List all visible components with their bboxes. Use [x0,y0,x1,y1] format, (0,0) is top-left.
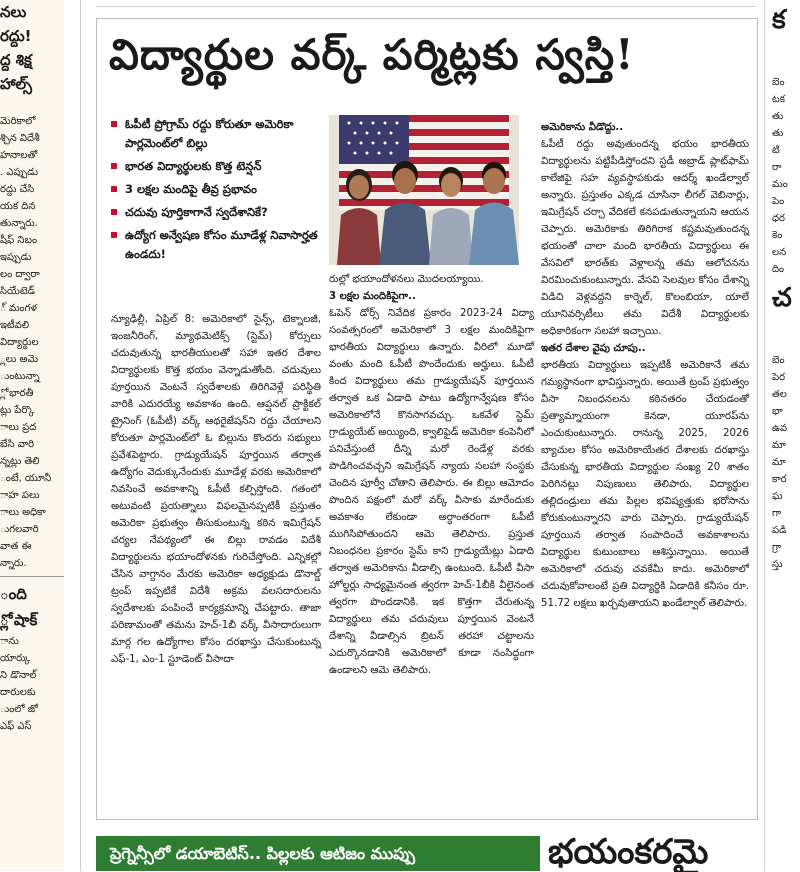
rs-lines-line: రా [772,162,782,173]
bullet-square-icon [111,209,117,215]
column-3-text-a: ఓపీటీ రద్దు అవుతుందన్న భయం భారతీయ విద్యార్థులను పట్టిపీడిస్తోందని స్టడీ అబ్రాడ్ ప్లాట్‌ఫామ్ కాలేజిఫై సహ వ్యవస్థాపకుడు ఆదర్శ్ ఖండేల్వాల్ అన్నారు. ప్రస్తుతం ఎక్కడ చూసినా లీగల్ వెబినార్లు, ఇమిగ్రేషన్ చర్చా వేదికలే కనపడుతున్నాయని ఆయన చెప్పారు. అమెరికాకు తిరిగిరాక కష్టమవుతుందన్న భయంతో చాలా మంది భారతీయ విద్యార్థులు ఈ వేసవిలో భారత్‌కు వెళ్లాలన్న తమ ఆలోచనను విరమించుకుంటున్నారు. వేసవి సెలవుల కోసం దేశాన్ని విడిచి వెళ్లవద్దని కార్నెల్, కొలంబియా, యాలే యూనివర్సిటీలు తమ విదేశీ విద్యార్థులకు అధికారికంగా సలహా ఇచ్చాయి. [541,139,749,337]
ls-lines-line: తున్నారు. [0,218,38,229]
rs-lines2-line: పడి [772,525,787,536]
right-neighbor-headline: క [772,5,786,35]
ls-lines-line: . ఎప్పుడు [0,167,39,178]
rs-lines-line: టి [772,145,780,156]
ls-lines-line: హాల్స్ [0,75,32,93]
ls-lines-line: ట్లు పేర్కొ [0,405,35,416]
ls-lines2-line: యార్కు [0,653,31,664]
bullet-square-icon [111,163,117,169]
bullet-text: 3 లక్షల మందిపై తీవ్ర ప్రభావం [125,182,257,196]
ls-lines2-line: ుంలో జో [0,704,38,715]
column-divider-right [764,0,765,871]
rs-lines-line: పెం [772,196,785,207]
bullet-text: ఉద్యోగ అన్వేషణ కోసం మూడేళ్ల నివాసార్హత ఉండదు! [125,228,318,261]
rs-lines-line: టక [772,94,785,105]
ls-lines-line: సియేటెడ్ [0,286,35,297]
right-neighbor-text [772,40,800,278]
rs-lines2-line: ఉవ [772,423,788,434]
bullet-item [111,180,321,199]
rs-lines2-line: కార [772,474,787,485]
bullet-item [111,115,321,153]
bullet-text: చదువు పూర్తికాగానే స్వదేశానికే? [125,205,268,219]
rs-lines2-line: పెర [772,372,786,383]
rs-lines2-line: తల [772,389,787,400]
column-divider-left [80,0,81,871]
bullet-item [111,157,321,176]
ls-lines-line: ాహ పలు [0,490,40,501]
main-article [96,18,758,820]
rs-lines-line: తు [772,111,784,122]
rs-lines-line: కెం [772,230,783,241]
left-divider [0,576,64,577]
subheading-other-countries: ఇతర దేశాల వైపు చూపు.. [541,343,646,354]
column-1-text: న్యూఢిల్లీ, ఏప్రిల్ 8: అమెరికాలో సైన్స్, టెక్నాలజీ, ఇంజనీరింగ్, మ్యాథమెటిక్స్ (స్టెమ్) కోర్సులు చదువుతున్న భారతీయులతో సహా ఇతర దేశాల విద్యార్థులకు కొత్త భయం వెన్నాడుతోంది. చదువులు పూర్తయిన వెంటనే స్వదేశాలకు తిరిగివెళ్లే పరిస్థితి వారికి ఎదురయ్యే అవకాశం ఉంది. ఆప్షనల్ ప్రాక్టికల్ ట్రైనింగ్ (ఓపీటీ) వర్క్ ఆథరైజేషన్‌ని రద్దు చేయాలని కోరుతూ పార్లమెంట్‌లో ఓ బిల్లును కొందరు సభ్యులు ప్రవేశపెట్టారు. గ్రాడ్యుయేషన్ పూర్తయిన తర్వాత ఉద్యోగం వెదుక్కునేందుకు మూడేళ్ల వరకు అమెరికాలో నివసించే అవకాశాన్ని ఓపీటీ కల్పిస్తోంది. గతంలో అటువంటి ప్రయత్నాలు విఫలమైనప్పటికీ ప్రస్తుతం అమెరికా ప్రభుత్వం తీసుకుంటున్న కఠిన ఇమిగ్రేషన్ చర్యల నేపథ్యంలో ఈ బిల్లు రావడం విదేశీ విద్యార్థులను భయాందోళనకు గురిచేస్తోంది. ఎన్నికల్లో చేసిన వాగ్దానం మేరకు అమెరికా అధ్యక్షుడు డొనాల్డ్ ట్రంప్ ఇప్పటికే విదేశీ అక్రమ వలసదారులను స్వదేశాలకు పంపించే కార్యక్రమాన్ని చేపట్టారు. తాజా పరిణామంతో తమను హెచ్-1బీ వర్క్ వీసాదారులుగా మార్గ గల ఉద్యోగాల కోసం దరఖాస్తు చేసుకుంటున్న ఎఫ్-1, ఎం-1 స్టూడెంట్ వీసాదా [111,314,321,665]
rs-lines2-line: గ్రా [772,542,782,553]
ls-lines-line: ఇప్పుడు [0,252,32,263]
rs-lines-line: దిం [772,264,785,275]
ls-lines-line: యక దిన [0,201,36,212]
bullet-item [111,226,321,264]
bullet-item [111,203,321,222]
rs-lines-line: ధర [772,213,785,224]
ls-lines-line: హనాలతో [0,150,38,161]
ls-lines2-line: ఎఫ్ ఎస్ [0,721,32,732]
rs-lines-line: బెం [772,77,785,88]
ls-lines-line: నలు [0,3,27,21]
column-2-text: ఓపెన్ డోర్స్ నివేదిక ప్రకారం 2023-24 విద్యా సంవత్సరంలో అమెరికాలో 3 లక్షల మందికిపైగా భారతీయ విద్యార్థులు ఉన్నారు. వీరిలో మూడో వంతు మంది ఓపీటీ పొందేందుకు అర్హులు. ఓపీటీ కింద విద్యార్థులు తమ గ్రాడ్యుయేషన్ పూర్తయిన తర్వాత ఒక ఏడాది పాటు ఉద్యోగాన్వేషణ కోసం అమెరికాలోనే కొనసాగవచ్చు. ఒకవేళ స్టెమ్ గ్రాడ్యుయేట్ అయ్యింది, క్వాలిఫైడ్ అమెరికా కంపెనీలో పనిచేస్తుంటే దీన్ని మరో రెండేళ్ల వరకు పొడిగించవచ్చని ఇమిగ్రేషన్ న్యాయ సలహా సంస్థకు చెందిన పూర్వీ చోతాని తెలిపారు. ఈ బిల్లు ఆమోదం పొందిన పక్షంలో మరో వర్క్ వీసాకు మారేందుకు అవకాశం లేకుండా అర్ధాంతరంగా ఓపీటీ ముగిసిపోతుందని ఆమె తెలిపారు. ప్రస్తుత నిబంధనల ప్రకారం స్టెమ్ కాని గ్రాడ్యుయేట్లు ఏడాది తర్వాత అమెరికాను వీడాల్సి ఉంటుంది. ఓపీటీ వీసా హోల్డర్లు సాధ్యమైనంత త్వరగా హెచ్-1బీకి వీలైనంత త్వరగా పొందడానికి. ఇక కొత్తగా చేరుతున్న విద్యార్థులు తమ చదువులు పూర్తయిన వెంటనే దేశాన్ని వీడాల్సిన బ్రిటన్ తరహా చట్టాలను ఎదుర్కొనడానికి అమెరికాలో కూడా నంసిద్ధంగా ఉండాలని ఆమె తెలిపారు. [329,308,535,676]
column-2-intro: రుల్లో భయాందోళనలు మొదలయ్యాయి. [329,274,484,285]
ls-lines-line: రద్దు చేసి [0,184,35,195]
ls-lines-line: ఇటీవలి [0,320,30,331]
ls-lines-line: లం ద్వారా [0,269,40,280]
rs-lines2-line: ఘ [772,491,783,502]
right-neighbor-text-2 [772,318,800,573]
ls-lines-line: ్లో భారతీ [0,388,34,399]
ls-lines-line [0,96,64,113]
bullet-text: ఓపీటీ ప్రోగ్రామ్ రద్దు కోరుతూ అమెరికా పార్లమెంట్‌లో బిల్లు [125,117,294,150]
left-neighbor-text [0,0,64,572]
bottom-banner-headline: ప్రెగ్నెన్సీలో డయాబెటిస్.. పిల్లలకు ఆటిజం ముప్పు [96,836,540,871]
ls-lines-line: మెరికాలో [0,116,36,127]
ls-lines-line: రద్దు! [0,27,32,45]
rs-lines2-line: బెం [772,355,785,366]
bullet-text: భారత విద్యార్థులకు కొత్త టెన్షన్ [125,159,262,173]
highlight-bullets [111,115,321,268]
article-headline: విద్యార్థుల వర్క్ పర్మిట్లకు స్వస్తి! [109,30,635,79]
students-photo [329,115,519,265]
rs-lines-line [772,57,800,74]
rs-lines-line: మం [772,179,788,190]
left-neighbor-column [0,0,64,871]
ls-lines-line: ుగలవారి [0,524,39,535]
column-3-text-b: భారతీయ విద్యార్థులు ఇప్పటికీ అమెరికానే తమ గమ్యస్థానంగా భావిస్తున్నారు. అయితే ట్రంప్ ప్రభుత్వం వీసా నిబంధనలను కఠినతరం చేయడంతో ప్రత్యామ్నాయంగా కెనడా, యూరప్‌ను ఎంచుకుంటున్నారు. రానున్న 2025, 2026 బ్యాచుల కోసం అమెరికాయేతర దేశాలకు దరఖాస్తు చేసుకున్న భారతీయ విద్యార్థుల సంఖ్య 20 శాతం పెరిగినట్లు నిపుణులు తెలిపారు. విద్యార్థుల తల్లిదండ్రులు తమ పిల్లల భవిష్యత్తుకు భరోసాను కోరుకుంటున్నారని వారు చెప్పారు. గ్రాడ్యుయేషన్ పూర్తయిన తర్వాత సంపాదించే అవకాశాలను విద్యార్థుల కుటుంబాలు ఆశిస్తున్నాయి. అయితే అమెరికాలో చదువు చవకేమీ కాదు. అమెరికాలో చదువుకోవాలంటే ప్రతి విద్యార్థికి ఏడాదికి కనీసం రూ. 51.72 లక్షలు ఖర్చవుతాయని ఖండేల్వాల్ తెలిపారు. [541,360,749,609]
ls-lines-line: ద్ద శిక్ష [0,51,32,69]
top-rule [96,6,756,7]
ls-lines-line: న్నట్లు తెలి [0,456,40,467]
students-flag-illustration [329,115,519,265]
rs-lines2-line: భా [772,406,783,417]
ls-lines-line: షీఫ్ నిబం [0,235,38,246]
ls-head2-line: ్లో షాక్ [0,611,38,629]
ls-lines2-line: ాను [0,636,19,647]
ls-lines-line: శ్చిన విదేశీ [0,133,40,144]
rs-lines-line: లన [772,247,787,258]
ls-lines2-line: దారులకు [0,687,36,698]
ls-lines-line: విద్యార్థుల [0,337,39,348]
bullet-square-icon [111,232,117,238]
ls-head2-line: ంది [0,585,27,603]
subheading-3-lakh: 3 లక్షల మందికిపైగా.. [329,291,416,302]
ls-lines-line: ంటే, యూనీ [0,473,52,484]
ls-lines-line: ాలు ప్రద [0,422,37,433]
ls-lines-line: ాలు అధికా [0,507,46,518]
rs-lines2-line [772,335,800,352]
article-column-2 [329,271,534,679]
rs-lines-line [772,40,800,57]
article-column-3 [541,119,749,612]
ls-lines-line: బేసి వారి [0,439,35,450]
rs-lines2-line: స్తు [772,559,783,570]
rs-lines-line: తు [772,128,784,139]
right-neighbor-headline-2: చ [772,283,792,313]
rs-lines2-line: మా [772,457,786,468]
left-neighbor-text-2 [0,633,64,735]
ls-lines2-line: ని డొనాల్ [0,670,37,681]
bullet-square-icon [111,186,117,192]
rs-lines2-line [772,318,800,335]
bottom-right-headline: భయంకరమై [548,832,709,872]
ls-lines-line: వాత ఈ [0,541,32,552]
right-neighbor-column [772,0,800,871]
left-neighbor-headline [0,581,64,633]
bullet-square-icon [111,121,117,127]
ls-lines-line: న్నారు. [0,558,27,569]
ls-lines-line: ్ మంగళ [0,303,37,314]
rs-lines2-line: మా [772,440,786,451]
article-column-1 [111,311,321,668]
ls-lines-line: ్లలు అమె [0,354,39,365]
ls-lines-line: ుంటున్నా [0,371,40,382]
subheading-dont-leave-america: అమెరికాను వీడొద్దు.. [541,122,624,133]
rs-lines2-line: గా [772,508,782,519]
